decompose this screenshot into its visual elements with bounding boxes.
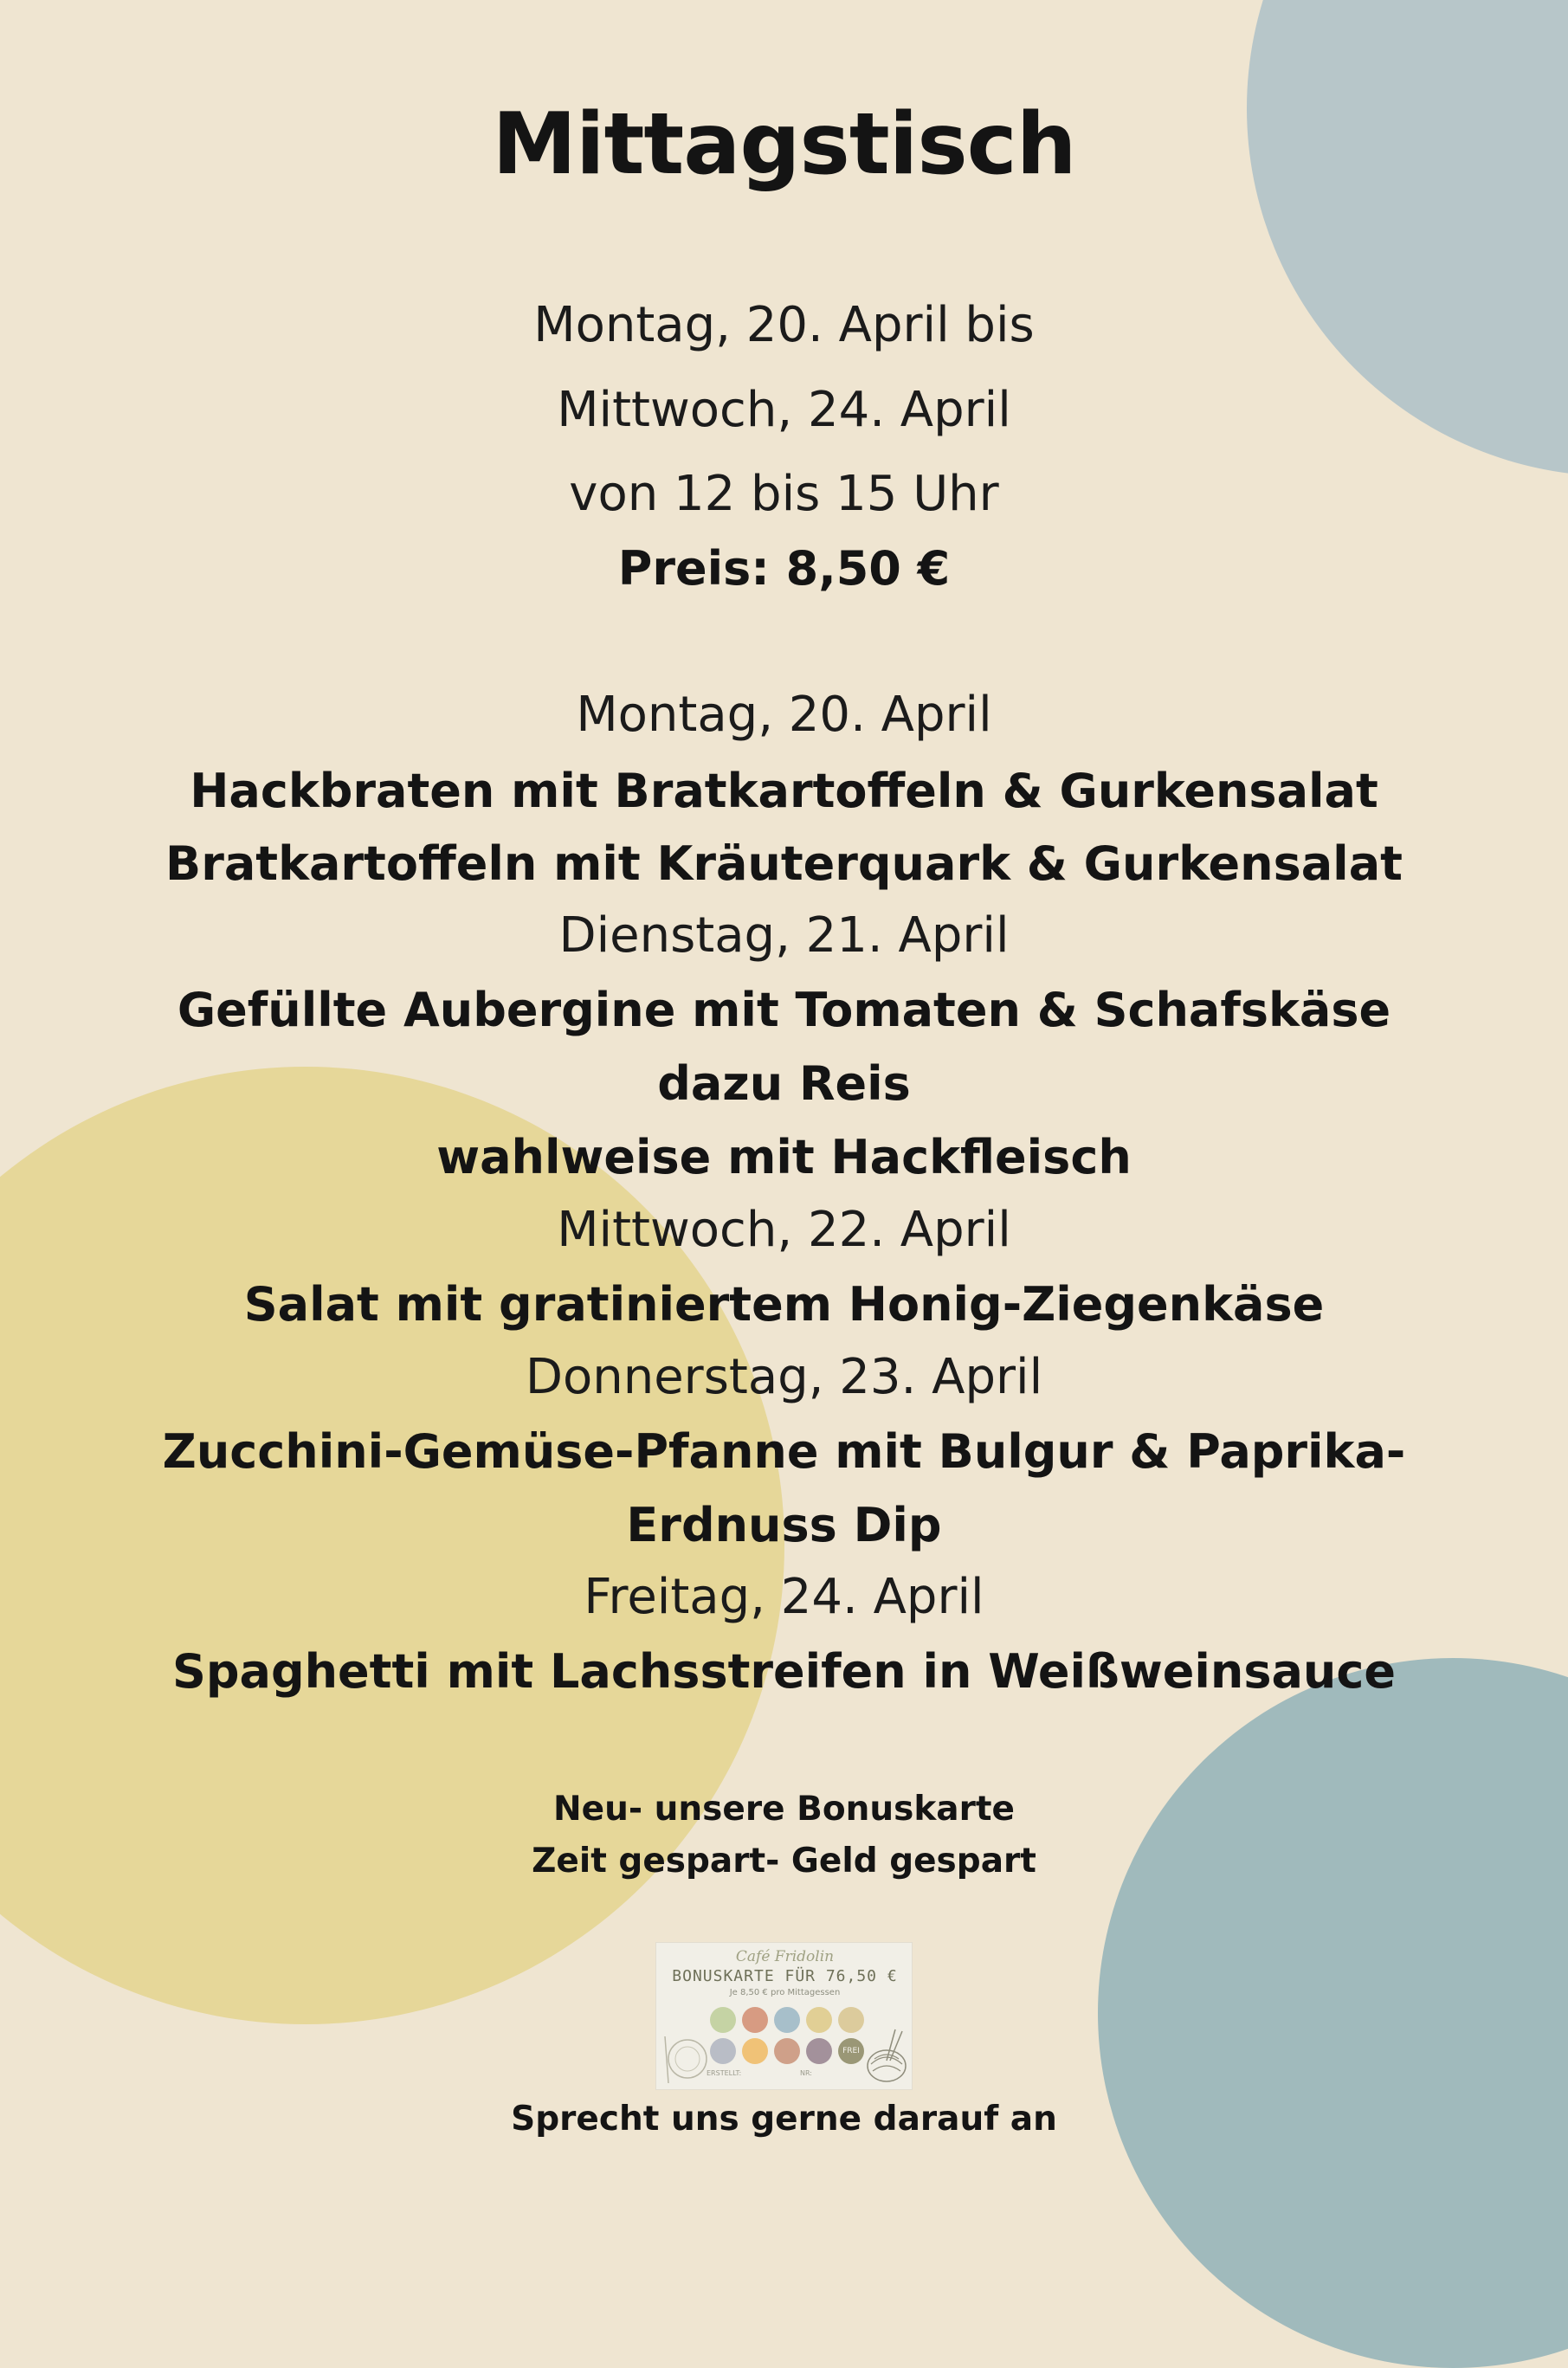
- stamp-circle: [806, 2038, 832, 2064]
- dish-line: Spaghetti mit Lachsstreifen in Weißweinsauce: [171, 1644, 1397, 1699]
- bonus-announcement: Neu- unsere Bonuskarte: [553, 1790, 1015, 1829]
- decorative-circle-bottom-right: [1098, 1658, 1568, 2368]
- dish-line: Hackbraten mit Bratkartoffeln & Gurkensalat: [190, 764, 1378, 818]
- dish-line: dazu Reis: [657, 1056, 911, 1111]
- stamp-circle: [742, 2007, 768, 2033]
- plate-doodle-icon: [660, 2028, 712, 2088]
- card-brand: Café Fridolin: [735, 1948, 835, 1965]
- card-footer-created: ERSTELLT:: [707, 2069, 742, 2077]
- dish-line: Bratkartoffeln mit Kräuterquark & Gurkensalat: [165, 836, 1403, 891]
- day-heading: Donnerstag, 23. April: [525, 1349, 1043, 1405]
- dish-line: Erdnuss Dip: [626, 1498, 942, 1552]
- stamp-circle: [710, 2007, 736, 2033]
- card-heading: BONUSKARTE FÜR 76,50 €: [672, 1967, 898, 1985]
- noodles-doodle-icon: [861, 2026, 911, 2088]
- day-heading: Freitag, 24. April: [584, 1569, 984, 1625]
- card-subtitle: Je 8,50 € pro Mittagessen: [729, 1988, 841, 1997]
- period-start: Montag, 20. April bis: [533, 297, 1035, 353]
- card-footer-number: NR:: [800, 2069, 812, 2077]
- bonus-slogan: Zeit gespart- Geld gespart: [532, 1842, 1036, 1881]
- dish-line: Zucchini-Gemüse-Pfanne mit Bulgur & Paprika-: [162, 1424, 1406, 1479]
- stamp-circle: [774, 2038, 800, 2064]
- stamp-circle-free: FREI: [838, 2038, 864, 2064]
- bonus-call-to-action: Sprecht uns gerne darauf an: [511, 2100, 1057, 2139]
- dish-line: Salat mit gratiniertem Honig-Ziegenkäse: [243, 1277, 1325, 1332]
- dish-line: wahlweise mit Hackfleisch: [436, 1130, 1132, 1184]
- stamp-circle: [710, 2038, 736, 2064]
- day-heading: Mittwoch, 22. April: [557, 1202, 1011, 1258]
- stamp-circle: [742, 2038, 768, 2064]
- period-end: Mittwoch, 24. April: [557, 382, 1011, 438]
- stamp-circle: [774, 2007, 800, 2033]
- dish-line: Gefüllte Aubergine mit Tomaten & Schafskäse: [177, 983, 1391, 1037]
- page-title: Mittagstisch: [492, 95, 1076, 194]
- price: Preis: 8,50 €: [617, 541, 951, 596]
- bonus-card-image: [655, 1942, 913, 2090]
- opening-hours: von 12 bis 15 Uhr: [569, 466, 999, 522]
- stamp-circle: [806, 2007, 832, 2033]
- day-heading: Montag, 20. April: [576, 687, 992, 743]
- day-heading: Dienstag, 21. April: [558, 907, 1010, 964]
